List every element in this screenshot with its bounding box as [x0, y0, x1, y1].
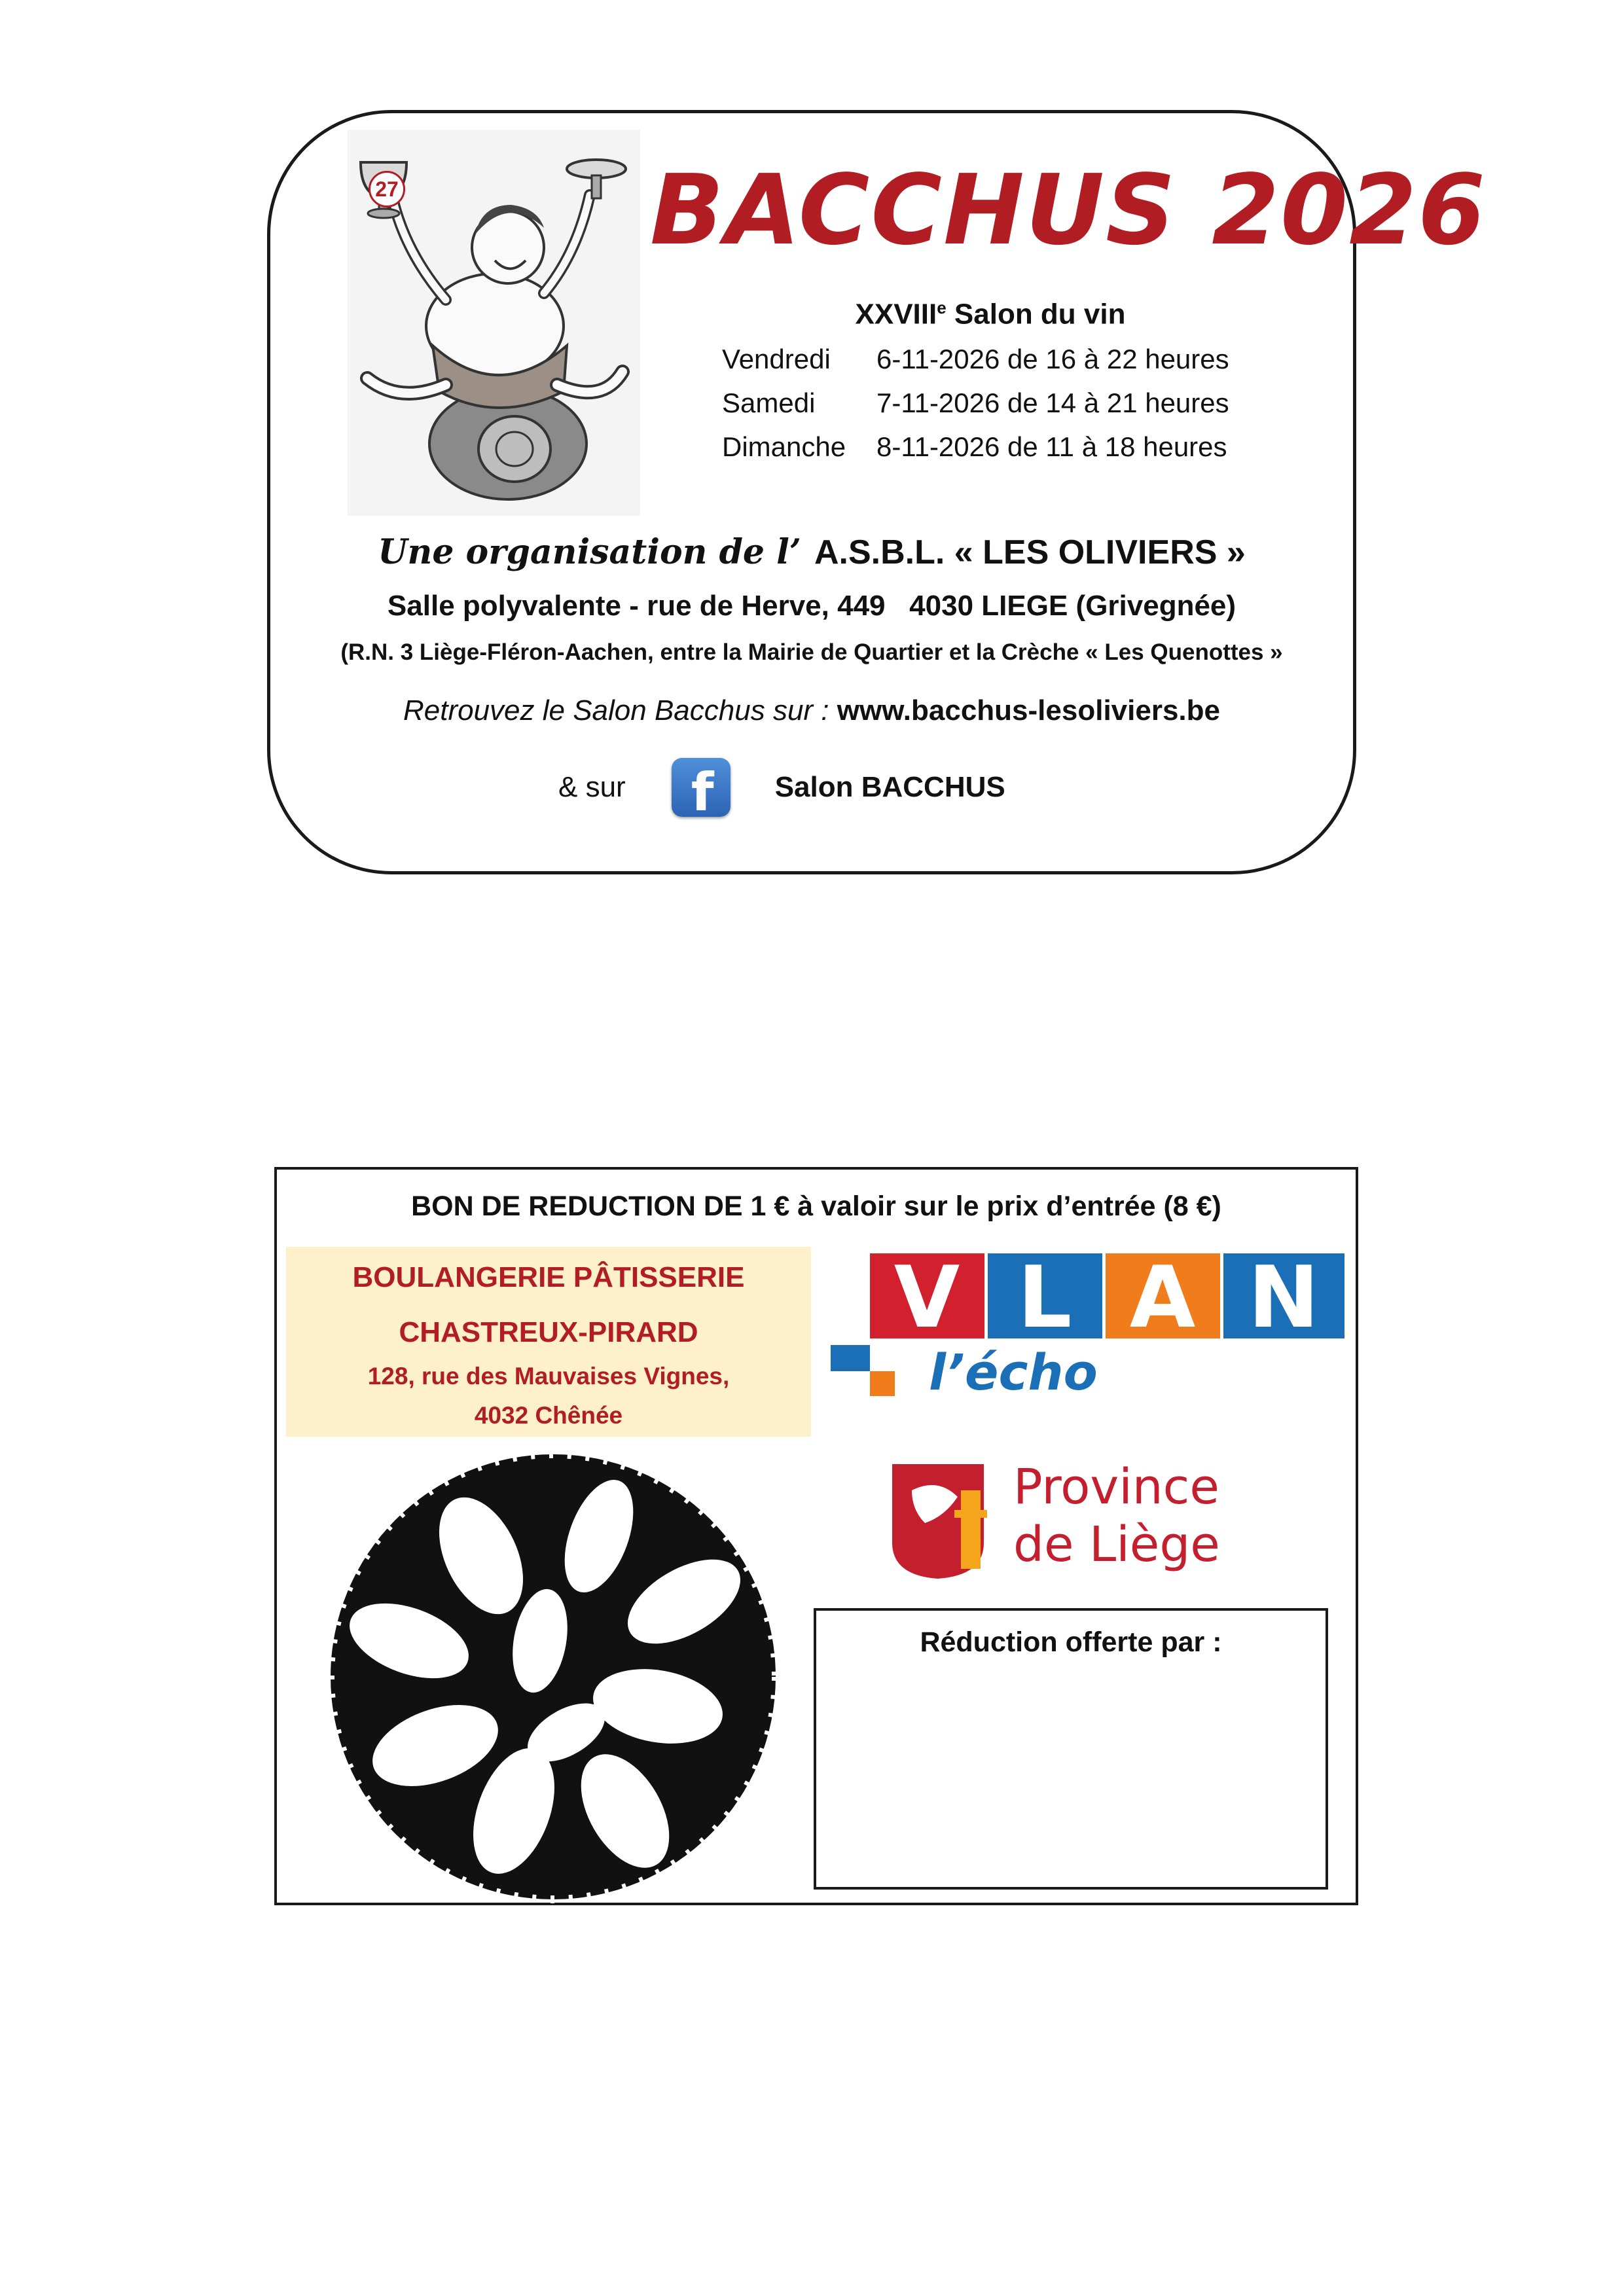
organizer-name: A.S.B.L. « LES OLIVIERS » [814, 533, 1246, 571]
social-line [558, 755, 1005, 823]
schedule-row [722, 344, 1229, 387]
organizer-line [270, 532, 1353, 572]
reduction-offered-by-label: Réduction offerte par : [920, 1626, 1222, 1658]
schedule-time: 7-11-2026 de 14 à 21 heures [876, 387, 1229, 418]
sponsor-address-line-2: 4032 Chênée [474, 1402, 623, 1429]
mascot-badge: 27 [369, 171, 405, 207]
schedule-time: 6-11-2026 de 16 à 22 heures [876, 344, 1229, 374]
website-prefix: Retrouvez le Salon Bacchus sur : [403, 694, 837, 726]
vlan-lecho-logo [831, 1247, 1348, 1397]
organizer-prefix: Une organisation de l’ [378, 532, 801, 572]
province-line-1: Province [1013, 1459, 1219, 1515]
schedule-list [722, 344, 1229, 475]
website-line [270, 694, 1353, 727]
edition-rest: Salon du vin [946, 298, 1126, 331]
vlan-letter-v: V [893, 1247, 960, 1347]
schedule-row [722, 431, 1229, 475]
reduction-offered-by-box[interactable] [814, 1608, 1328, 1890]
province-de-liege-logo [886, 1451, 1291, 1582]
schedule-time: 8-11-2026 de 11 à 18 heures [876, 431, 1227, 462]
province-line-2: de Liège [1013, 1516, 1220, 1573]
schedule-day: Vendredi [722, 344, 831, 374]
sponsor-bakery-box [286, 1247, 811, 1437]
venue-address: Salle polyvalente - rue de Herve, 449 4030 LIEGE (Grivegnée) [387, 590, 1236, 622]
schedule-day: Samedi [722, 387, 816, 418]
edition-roman: XXVIII [855, 298, 937, 331]
vlan-letter-a: A [1129, 1247, 1196, 1347]
vlan-subtitle: l’écho [929, 1343, 1098, 1397]
schedule-day: Dimanche [722, 431, 846, 462]
facebook-icon[interactable]: f [672, 758, 731, 817]
coupon-title: BON DE REDUCTION DE 1 € à valoir sur le prix d’entrée (8 €) [411, 1191, 1221, 1222]
sponsor-name-line-1: BOULANGERIE PÂTISSERIE [352, 1261, 745, 1293]
discount-coupon [274, 1167, 1358, 1905]
edition-sup: e [937, 298, 947, 317]
website-link[interactable]: www.bacchus-lesoliviers.be [837, 694, 1221, 726]
sponsor-address-line-1: 128, rue des Mauvaises Vignes, [367, 1363, 730, 1390]
sponsor-name-line-2: CHASTREUX-PIRARD [399, 1316, 698, 1348]
olive-tree-logo [317, 1444, 789, 1909]
edition-subtitle [794, 298, 1187, 331]
facebook-page-label[interactable]: Salon BACCHUS [774, 771, 1005, 803]
event-title: BACCHUS 2026 [650, 154, 1487, 266]
event-flyer [267, 110, 1487, 874]
vlan-letter-n: N [1248, 1247, 1320, 1347]
vlan-letter-l: L [1017, 1247, 1072, 1347]
venue-directions: (R.N. 3 Liège-Fléron-Aachen, entre la Mairie de Quartier et la Crèche « Les Quenottes » [340, 639, 1283, 665]
schedule-row [722, 387, 1229, 431]
social-prefix: & sur [558, 771, 626, 803]
